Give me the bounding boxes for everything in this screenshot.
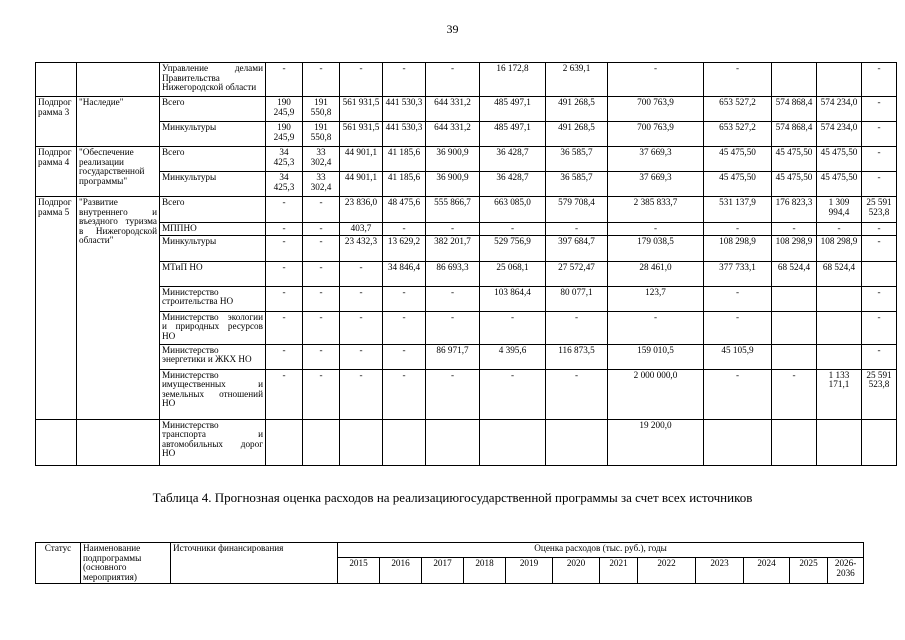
amount-cell: 41 185,6	[383, 147, 426, 172]
amount-cell: 555 866,7	[426, 197, 480, 223]
year-header: 2023	[696, 557, 744, 583]
amount-cell: 108 298,9	[817, 235, 862, 261]
amount-cell: 44 901,1	[340, 147, 383, 172]
table-row	[36, 172, 897, 197]
amount-cell: 36 428,7	[480, 172, 546, 197]
funding-source-cell: МТиП НО	[160, 261, 266, 286]
amount-cell: 36 585,7	[546, 172, 608, 197]
amount-cell: 561 931,5	[340, 122, 383, 147]
amount-cell: -	[608, 63, 704, 97]
amount-cell: -	[480, 311, 546, 344]
amount-cell: -	[862, 147, 897, 172]
funding-source-cell: Всего	[160, 97, 266, 122]
amount-cell: 441 530,3	[383, 122, 426, 147]
amount-cell: -	[862, 344, 897, 369]
amount-cell: 86 971,7	[426, 344, 480, 369]
year-header: 2024	[744, 557, 790, 583]
amount-cell: -	[340, 286, 383, 311]
amount-cell: 663 085,0	[480, 197, 546, 223]
amount-cell: 190 245,9	[266, 97, 303, 122]
amount-cell: -	[303, 344, 340, 369]
subprogram-name-cell	[77, 63, 160, 97]
amount-cell	[817, 286, 862, 311]
page-number: 39	[446, 22, 459, 36]
amount-cell: 1 133 171,1	[817, 369, 862, 419]
amount-cell: 27 572,47	[546, 261, 608, 286]
amount-cell	[772, 419, 817, 465]
amount-cell: 700 763,9	[608, 122, 704, 147]
amount-cell: 103 864,4	[480, 286, 546, 311]
table-row	[36, 311, 897, 344]
amount-cell: -	[862, 122, 897, 147]
funding-source-cell: Минкультуры	[160, 235, 266, 261]
funding-source-cell: Министерство имущественных и земельных отношений НО	[160, 369, 266, 419]
amount-cell: 33 302,4	[303, 147, 340, 172]
amount-cell: 13 629,2	[383, 235, 426, 261]
amount-cell: 116 873,5	[546, 344, 608, 369]
amount-cell: 2 639,1	[546, 63, 608, 97]
amount-cell: 491 268,5	[546, 97, 608, 122]
amount-cell	[704, 419, 772, 465]
amount-cell: -	[383, 286, 426, 311]
amount-cell: -	[608, 223, 704, 236]
name-header: Наименование подпрограммы (основного мероприятия)	[81, 543, 171, 584]
amount-cell: 123,7	[608, 286, 704, 311]
amount-cell: -	[340, 63, 383, 97]
amount-cell: 485 497,1	[480, 97, 546, 122]
amount-cell: -	[266, 286, 303, 311]
amount-cell: -	[266, 223, 303, 236]
subprogram-status-cell	[36, 63, 77, 97]
amount-cell: 36 428,7	[480, 147, 546, 172]
amount-cell: -	[303, 197, 340, 223]
amount-cell: 529 756,9	[480, 235, 546, 261]
amount-cell: -	[862, 223, 897, 236]
funding-source-cell: Управление делами Правительства Нижегородской области	[160, 63, 266, 97]
amount-cell: -	[303, 369, 340, 419]
year-header: 2026-2036	[828, 557, 864, 583]
amount-cell: -	[426, 63, 480, 97]
amount-cell: 191 550,8	[303, 122, 340, 147]
funding-source-cell: МППНО	[160, 223, 266, 236]
subprogram-status-cell: Подпрограмма 5	[36, 197, 77, 420]
amount-cell: 45 475,50	[772, 147, 817, 172]
amount-cell: 4 395,6	[480, 344, 546, 369]
table-row	[36, 147, 897, 172]
amount-cell: 382 201,7	[426, 235, 480, 261]
amount-cell	[480, 419, 546, 465]
amount-cell: 644 331,2	[426, 122, 480, 147]
funding-source-cell: Минкультуры	[160, 122, 266, 147]
amount-cell: 441 530,3	[383, 97, 426, 122]
amount-cell	[426, 419, 480, 465]
amount-cell: -	[546, 223, 608, 236]
amount-cell: 41 185,6	[383, 172, 426, 197]
amount-cell: 80 077,1	[546, 286, 608, 311]
amount-cell	[772, 344, 817, 369]
sources-header: Источники финансирования	[171, 543, 338, 584]
amount-cell: -	[426, 223, 480, 236]
amount-cell: 1 309 994,4	[817, 197, 862, 223]
amount-cell: 25 591 523,8	[862, 197, 897, 223]
amount-cell: -	[303, 235, 340, 261]
amount-cell: 377 733,1	[704, 261, 772, 286]
amount-cell: 108 298,9	[704, 235, 772, 261]
amount-cell: 23 432,3	[340, 235, 383, 261]
amount-cell: -	[862, 286, 897, 311]
amount-cell: -	[266, 369, 303, 419]
amount-cell: -	[303, 311, 340, 344]
amount-cell: 176 823,3	[772, 197, 817, 223]
amount-cell: -	[303, 286, 340, 311]
subprogram-name-cell: "Наследие"	[77, 97, 160, 147]
amount-cell: -	[266, 311, 303, 344]
amount-cell	[383, 419, 426, 465]
subprogram-status-cell	[36, 419, 77, 465]
table-row	[36, 261, 897, 286]
amount-cell: 33 302,4	[303, 172, 340, 197]
funding-source-cell: Всего	[160, 197, 266, 223]
amount-cell: 37 669,3	[608, 172, 704, 197]
amount-cell: -	[383, 63, 426, 97]
amount-cell: 700 763,9	[608, 97, 704, 122]
year-header: 2025	[790, 557, 828, 583]
amount-cell: 397 684,7	[546, 235, 608, 261]
amount-cell: -	[383, 369, 426, 419]
amount-cell: -	[383, 344, 426, 369]
amount-cell: 48 475,6	[383, 197, 426, 223]
amount-cell: 25 591 523,8	[862, 369, 897, 419]
expenses-table-body	[36, 63, 897, 466]
amount-cell: 16 172,8	[480, 63, 546, 97]
amount-cell: 45 105,9	[704, 344, 772, 369]
amount-cell: 179 038,5	[608, 235, 704, 261]
funding-source-cell: Министерство транспорта и автомобильных дорог НО	[160, 419, 266, 465]
amount-cell: -	[704, 286, 772, 311]
amount-cell: 34 846,4	[383, 261, 426, 286]
amount-cell	[772, 311, 817, 344]
amount-cell: -	[862, 172, 897, 197]
year-header: 2018	[464, 557, 506, 583]
amount-cell: 68 524,4	[817, 261, 862, 286]
year-header: 2016	[380, 557, 422, 583]
amount-cell	[266, 419, 303, 465]
amount-cell: 36 900,9	[426, 147, 480, 172]
amount-cell: -	[340, 261, 383, 286]
amount-cell	[303, 419, 340, 465]
amount-cell: 653 527,2	[704, 97, 772, 122]
amount-cell: -	[303, 63, 340, 97]
year-header: 2020	[553, 557, 600, 583]
amount-cell: -	[266, 235, 303, 261]
amount-cell: 25 068,1	[480, 261, 546, 286]
amount-cell: -	[480, 369, 546, 419]
amount-cell: 45 475,50	[704, 147, 772, 172]
amount-cell: -	[383, 223, 426, 236]
funding-source-cell: Министерство энергетики и ЖКХ НО	[160, 344, 266, 369]
amount-cell: 34 425,3	[266, 147, 303, 172]
estimate-header: Оценка расходов (тыс. руб.), годы	[338, 543, 864, 558]
amount-cell: -	[704, 369, 772, 419]
amount-cell: -	[340, 311, 383, 344]
funding-source-cell: Министерство экологии и природных ресурсов НО	[160, 311, 266, 344]
amount-cell	[817, 419, 862, 465]
table-row	[36, 97, 897, 122]
amount-cell: -	[426, 311, 480, 344]
amount-cell	[340, 419, 383, 465]
amount-cell: -	[704, 223, 772, 236]
funding-source-cell: Министерство строительства НО	[160, 286, 266, 311]
amount-cell: -	[608, 311, 704, 344]
table-row	[36, 286, 897, 311]
subprogram-name-cell	[77, 419, 160, 465]
amount-cell: 68 524,4	[772, 261, 817, 286]
table-caption: Таблица 4. Прогнозная оценка расходов на реализациюгосударственной программы за счет всех источников	[152, 490, 753, 505]
amount-cell: -	[426, 369, 480, 419]
amount-cell: 23 836,0	[340, 197, 383, 223]
amount-cell: 44 901,1	[340, 172, 383, 197]
amount-cell: 34 425,3	[266, 172, 303, 197]
amount-cell: -	[704, 63, 772, 97]
subprogram-name-cell: "Обеспечение реализации государственной программы"	[77, 147, 160, 197]
amount-cell: -	[340, 369, 383, 419]
amount-cell: 531 137,9	[704, 197, 772, 223]
amount-cell: -	[383, 311, 426, 344]
table-row	[36, 419, 897, 465]
amount-cell: -	[862, 311, 897, 344]
amount-cell: 561 931,5	[340, 97, 383, 122]
year-header: 2017	[422, 557, 464, 583]
amount-cell: 159 010,5	[608, 344, 704, 369]
amount-cell: 2 385 833,7	[608, 197, 704, 223]
amount-cell	[772, 286, 817, 311]
amount-cell: -	[862, 63, 897, 97]
amount-cell: 86 693,3	[426, 261, 480, 286]
amount-cell: 36 585,7	[546, 147, 608, 172]
amount-cell	[817, 344, 862, 369]
status-header: Статус	[36, 543, 81, 584]
table-row	[36, 197, 897, 223]
amount-cell: 45 475,50	[772, 172, 817, 197]
amount-cell: 403,7	[340, 223, 383, 236]
year-header: 2022	[638, 557, 696, 583]
subprogram-status-cell: Подпрограмма 4	[36, 147, 77, 197]
amount-cell: 28 461,0	[608, 261, 704, 286]
amount-cell: 2 000 000,0	[608, 369, 704, 419]
funding-source-cell: Всего	[160, 147, 266, 172]
subprogram-name-cell: "Развитие внутреннего и въездного туризма в Нижегородской области"	[77, 197, 160, 420]
amount-cell: -	[704, 311, 772, 344]
amount-cell	[862, 419, 897, 465]
amount-cell: -	[426, 286, 480, 311]
expenses-table	[35, 62, 897, 466]
amount-cell: 485 497,1	[480, 122, 546, 147]
amount-cell	[772, 63, 817, 97]
funding-source-cell: Минкультуры	[160, 172, 266, 197]
amount-cell: -	[817, 223, 862, 236]
amount-cell: -	[266, 197, 303, 223]
amount-cell: -	[266, 261, 303, 286]
amount-cell: -	[772, 223, 817, 236]
forecast-table-header	[35, 542, 864, 584]
amount-cell: 579 708,4	[546, 197, 608, 223]
amount-cell: 653 527,2	[704, 122, 772, 147]
amount-cell: 45 475,50	[704, 172, 772, 197]
table-row	[36, 63, 897, 97]
amount-cell: 191 550,8	[303, 97, 340, 122]
amount-cell: 45 475,50	[817, 147, 862, 172]
amount-cell: 574 868,4	[772, 122, 817, 147]
amount-cell: -	[546, 369, 608, 419]
amount-cell: -	[266, 63, 303, 97]
table-row	[36, 122, 897, 147]
amount-cell: -	[480, 223, 546, 236]
amount-cell: 45 475,50	[817, 172, 862, 197]
amount-cell: 36 900,9	[426, 172, 480, 197]
amount-cell: 574 234,0	[817, 97, 862, 122]
amount-cell: 190 245,9	[266, 122, 303, 147]
amount-cell: 574 234,0	[817, 122, 862, 147]
subprogram-status-cell: Подпрограмма 3	[36, 97, 77, 147]
amount-cell	[817, 311, 862, 344]
amount-cell: 644 331,2	[426, 97, 480, 122]
amount-cell	[546, 419, 608, 465]
amount-cell: -	[303, 223, 340, 236]
amount-cell: -	[303, 261, 340, 286]
table-row	[36, 235, 897, 261]
year-header: 2019	[506, 557, 553, 583]
amount-cell: -	[772, 369, 817, 419]
amount-cell	[817, 63, 862, 97]
year-header: 2021	[600, 557, 638, 583]
amount-cell: -	[862, 97, 897, 122]
amount-cell: -	[266, 344, 303, 369]
amount-cell: -	[546, 311, 608, 344]
amount-cell: 19 200,0	[608, 419, 704, 465]
amount-cell: -	[340, 344, 383, 369]
amount-cell	[862, 261, 897, 286]
amount-cell: -	[862, 235, 897, 261]
year-header: 2015	[338, 557, 380, 583]
amount-cell: 37 669,3	[608, 147, 704, 172]
amount-cell: 491 268,5	[546, 122, 608, 147]
table-row	[36, 223, 897, 236]
table-row	[36, 344, 897, 369]
amount-cell: 574 868,4	[772, 97, 817, 122]
table-row	[36, 369, 897, 419]
amount-cell: 108 298,9	[772, 235, 817, 261]
